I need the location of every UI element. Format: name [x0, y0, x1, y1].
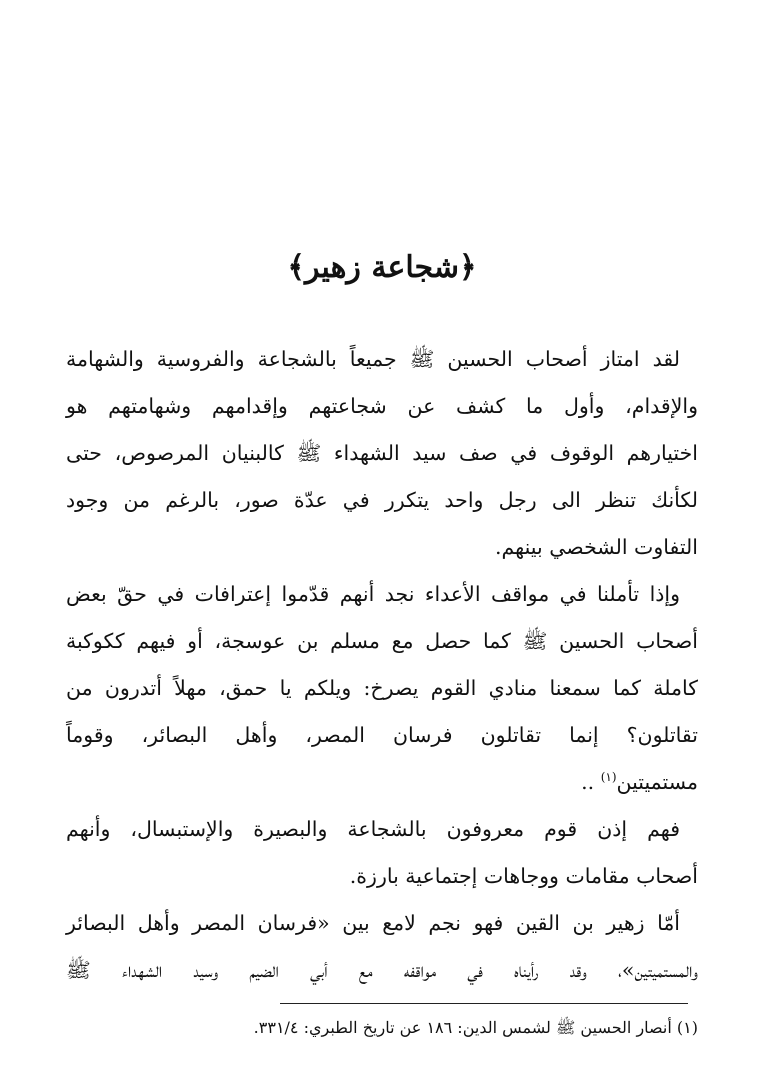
paragraph-2-line-4: تقاتلون؟ إنما تقاتلون فرسان المصر، وأهل البصائر، وقوماً: [66, 723, 698, 747]
paragraph-3-line-1: فهم إذن قوم معروفون بالشجاعة والبصيرة والإستبسال، وأنهم: [66, 817, 680, 841]
footnote-reference[interactable]: (١): [600, 770, 617, 785]
footnote-divider: [280, 1003, 688, 1004]
paragraph-1-line-4: لكأنك تنظر الى رجل واحد يتكرر في عدّة صور، بالرغم من وجود: [66, 488, 698, 512]
paragraph-2-ellipsis: ..: [581, 770, 595, 794]
paragraph-2-line-2: أصحاب الحسين ﷺ كما حصل مع مسلم بن عوسجة، أو فيهم ككوكبة: [66, 629, 698, 653]
paragraph-2-line-5: [66, 759, 698, 806]
body-text: [66, 336, 698, 994]
paragraph-2-line-3: كاملة كما سمعنا منادي القوم يصرخ: ويلكم يا حمق، مهلاً أتدرون من: [66, 676, 698, 700]
paragraph-1-line-5: التفاوت الشخصي بينهم.: [495, 535, 698, 559]
paragraph-3-line-2: أصحاب مقامات ووجاهات إجتماعية بارزة.: [349, 864, 698, 888]
paragraph-4-line-1: أمّا زهير بن القين فهو نجم لامع بين «فرسان المصر وأهل البصائر: [66, 911, 680, 935]
footnote: (١) أنصار الحسين ﷺ لشمس الدين: ١٨٦ عن تاريخ الطبري: ٣٣١/٤.: [253, 1018, 698, 1037]
paragraph-1-line-1: لقد امتاز أصحاب الحسين ﷺ جميعاً بالشجاعة والفروسية والشهامة: [66, 347, 680, 371]
paragraph-2-line-5-text: مستميتين: [616, 770, 698, 794]
chapter-title: ﴿شجاعة زهير﴾: [287, 250, 477, 285]
paragraph-4-line-2: والمستميتين»، وقد رأيناه في مواقفه مع أبي الضيم وسيد الشهداء ﷺ: [66, 958, 698, 982]
paragraph-2-line-1: وإذا تأملنا في مواقف الأعداء نجد أنهم قدّموا إعترافات في حقّ بعض: [66, 582, 680, 606]
paragraph-1-line-2: والإقدام، وأول ما كشف عن شجاعتهم وإقدامهم وشهامتهم هو: [66, 394, 698, 418]
paragraph-1-line-3: اختيارهم الوقوف في صف سيد الشهداء ﷺ كالبنيان المرصوص، حتى: [66, 441, 698, 465]
